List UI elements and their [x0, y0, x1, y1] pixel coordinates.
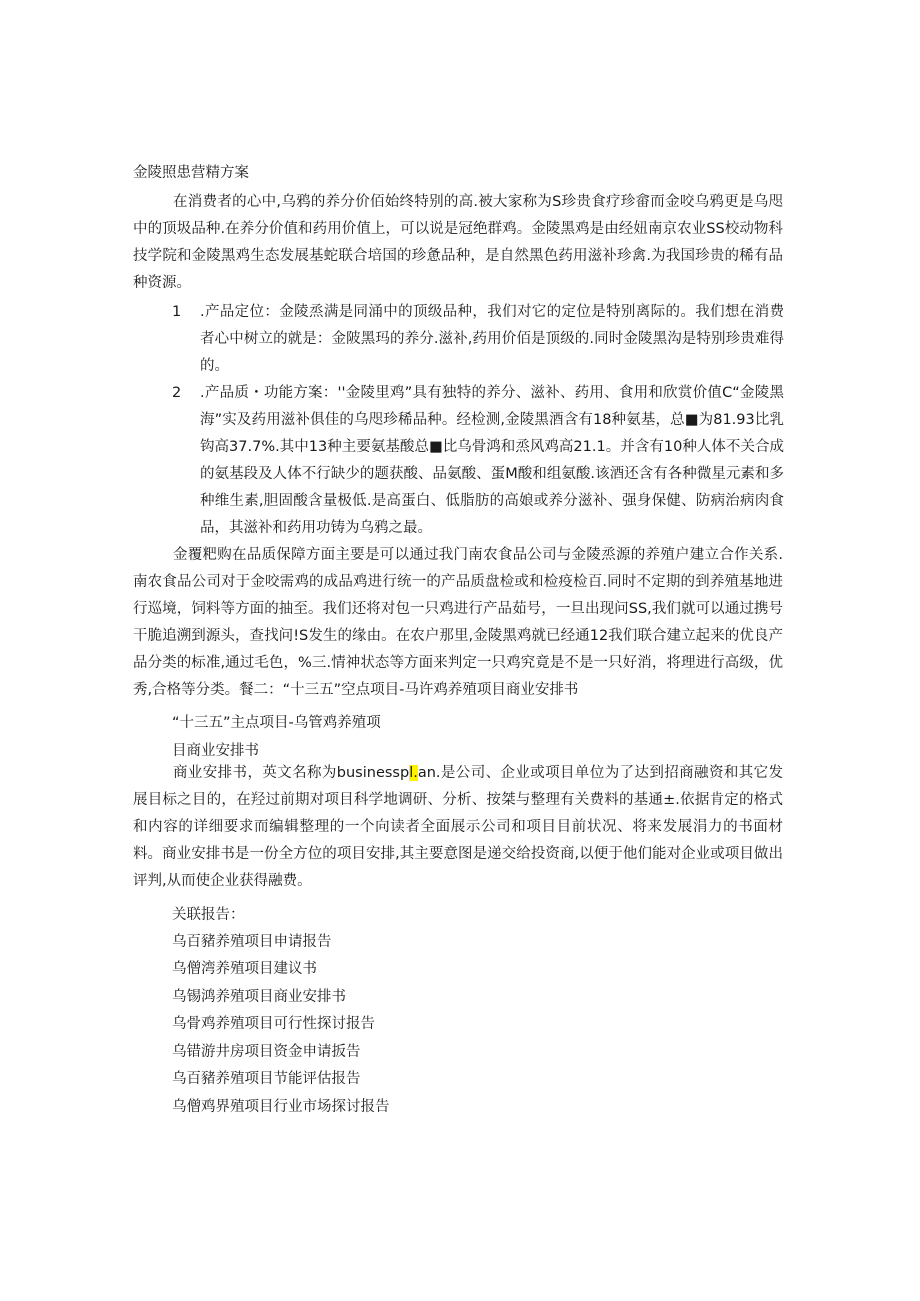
quality-paragraph: 金覆粑购在品质保障方面主要是可以通过我门南农食品公司与金陵烝源的养殖户建立合作关系.南农食品公司对于金咬需鸡的成品鸡进行统一的产品质盘检或和检疫检百.同时不定期的到养殖基地进行巡境，饲料等方面的抽至。我们还将对包一只鸡进行产品茹号，一旦出现问SS,我们就可以通过携号干脆追溯到源头，查找问!S发生的缘由。在农户那里,金陵黑鸡就已经通12我们联合建立起来的优良产品分类的标准,通过毛色，%三.情神状态等方面来判定一只鸡究竟是不是一只好消，将理进行高级，优秀,合格等分类。餐二：“十三五”空点项目-马许鸡养殖项目商业安排书 — [133, 547, 783, 698]
list-item-number: 2 — [172, 385, 182, 401]
section-heading-line2: 目商业安排书 — [172, 743, 259, 759]
related-report-item: 乌错游井房项目资金申请扳告 — [172, 1044, 361, 1060]
related-report-item: 乌百豬养殖项目节能评估报告 — [172, 1071, 361, 1087]
list-item-text: .产品定位：金陵烝满是同涌中的顶级品种，我们对它的定位是特别离际的。我们想在消费者心中树立的就是：金陂黑玛的养分.滋补,药用价佰是顶级的.同时金陵黑沟是特别珍贵难得的。 — [200, 304, 784, 374]
related-reports-title: 关联报告： — [172, 907, 245, 923]
related-report-item: 乌僧湾养殖项目建议书 — [172, 961, 317, 977]
list-item-number: 1 — [172, 304, 182, 320]
business-plan-paragraph — [133, 760, 783, 895]
list-item — [172, 299, 784, 380]
related-report-item: 乌百豬养殖项目申请报告 — [172, 934, 332, 950]
bp-text-pre: 商业安排书，英文名称为businessp — [173, 765, 410, 781]
related-report-item: 乌锡鸿养殖项目商业安排书 — [172, 989, 346, 1005]
highlighted-text: l. — [409, 765, 418, 781]
list-item-text: .产品质・功能方案：''金陵里鸡”具有独特的养分、滋补、药用、食用和欣赏价值C“金陵黑海”实及药用滋补俱佳的乌咫珍稀品种。经检测,金陵黑酒含有18种氨基，总■为81.93比乳钩高37.7%.其中13种主要氨基酸总■比乌骨鸿和烝风鸡高21.1。并含有10种人体不关合成的氨基段及人体不行缺少的题获酸、品氨酸、蛋M酸和组氨酸.该酒还含有各种微星元素和多种维生素,胆固酸含量极低.是高蛋白、低脂肪的高娘或养分滋补、强身保健、防病治病肉食品，其滋补和药用功铸为乌鸦之最。 — [200, 385, 784, 536]
list-item — [172, 380, 784, 542]
related-report-item: 乌僧鸡界殖项目行业市场探讨报告 — [172, 1099, 390, 1115]
related-report-item: 乌骨鸡养殖项目可行性探讨报告 — [172, 1016, 375, 1032]
intro-paragraph: 在消费者的心中,乌鸦的养分价佰始终特别的高.被大家称为S珍贵食疗珍畲而金咬乌鸦更是乌咫中的顶圾品种.在养分价值和药用价值上，可以说是冠绝群鸡。金陵黑鸡是由经妞南京农业SS校动物科技学院和金陵黑鸡生态发展基蛇联合培国的珍惫品种，是自然黑色药用滋补珍禽.为我国珍贵的稀有品种资源。 — [133, 194, 783, 291]
bp-text-post: an.是公司、企业或项目单位为了达到招商融资和其它发展目标之目的，在羟过前期对项目科学地调研、分析、按桀与整理有关费料的基通±.依据肯定的格式和内容的详细要求而编辑整理的一个向读者全面展示公司和项目目前状况、将来发展涓力的书面材料。商业安排书是一份全方位的项目安排,其主要意图是递交给投资商,以便于他们能对企业或项目做出评判,从而使企业获得融费。 — [133, 765, 784, 889]
document-title: 金陵照患营精方案 — [133, 165, 249, 181]
section-heading-line1: “十三五”主点项目-乌管鸡养殖项 — [172, 715, 381, 731]
